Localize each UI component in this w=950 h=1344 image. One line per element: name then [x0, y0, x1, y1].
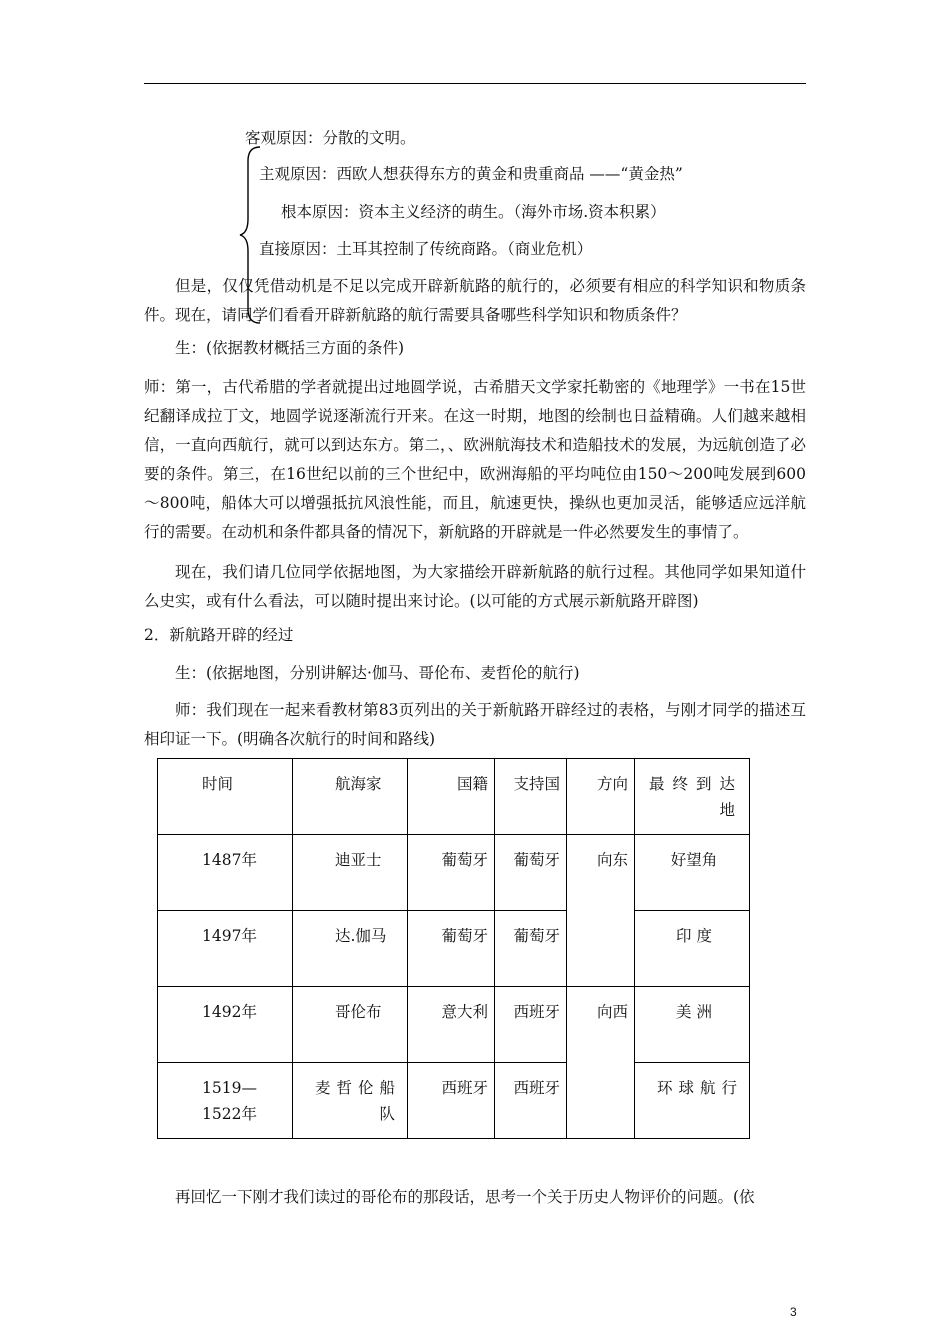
cell-direction-east: 向东: [567, 835, 635, 987]
cell-destination: 印 度: [635, 911, 750, 987]
header-time: 时间: [158, 759, 293, 835]
cell-time: 1492年: [158, 987, 293, 1063]
cell-navigator: 达.伽马: [293, 911, 408, 987]
cell-destination: 环球航行: [635, 1063, 750, 1139]
cell-direction-west: 向西: [567, 987, 635, 1139]
cell-destination: 美 洲: [635, 987, 750, 1063]
paragraph-teacher-1: 师：第一，古代希腊的学者就提出过地圆学说，古希腊天文学家托勒密的《地理学》一书在15世纪翻译成拉丁文，地圆学说逐渐流行开来。在这一时期，地图的绘制也日益精确。人们越来越相信，一直向西航行，就可以到达东方。第二，、欧洲航海技术和造船技术的发展，为远航创造了必要的条件。第三，在16世纪以前的三个世纪中，欧洲海船的平均吨位由150～200吨发展到600～800吨，船体大可以增强抵抗风浪性能，而且，航速更快，操纵也更加灵活，能够适应远洋航行的需要。在动机和条件都具备的情况下，新航路的开辟就是一件必然要发生的事情了。: [144, 378, 806, 541]
table-row: [158, 835, 750, 911]
cell-supporter: 西班牙: [495, 1063, 567, 1139]
cell-time: 1487年: [158, 835, 293, 911]
voyages-table: [157, 758, 750, 1139]
table-row: [158, 911, 750, 987]
paragraph-teacher-2: 师：我们现在一起来看教材第83页列出的关于新航路开辟经过的表格，与刚才同学的描述互相印证一下。(明确各次航行的时间和路线): [144, 701, 806, 748]
cell-time: 1497年: [158, 911, 293, 987]
table-row: [158, 1063, 750, 1139]
table-row: [158, 987, 750, 1063]
fundamental-reason: 根本原因：资本主义经济的萌生。（海外市场.资本积累）: [281, 203, 666, 221]
header-destination: 最终到达地: [635, 759, 750, 835]
cell-navigator: 迪亚士: [293, 835, 408, 911]
cell-navigator: 哥伦布: [293, 987, 408, 1063]
cell-nationality: 意大利: [408, 987, 495, 1063]
header-supporter: 支持国: [495, 759, 567, 835]
section-heading: 2．新航路开辟的经过: [144, 626, 294, 644]
paragraph-closing: 再回忆一下刚才我们读过的哥伦布的那段话，思考一个关于历史人物评价的问题。(依: [175, 1188, 755, 1206]
header-rule: [144, 83, 806, 84]
header-nationality: 国籍: [408, 759, 495, 835]
page-number: 3: [790, 1305, 797, 1319]
subjective-reason: 主观原因：西欧人想获得东方的黄金和贵重商品 ——“黄金热”: [259, 165, 683, 183]
header-navigator: 航海家: [293, 759, 408, 835]
paragraph-map-activity: 现在，我们请几位同学依据地图，为大家描绘开辟新航路的航行过程。其他同学如果知道什么史实，或有什么看法，可以随时提出来讨论。(以可能的方式展示新航路开辟图): [144, 563, 806, 610]
cell-destination: 好望角: [635, 835, 750, 911]
cell-nationality: 西班牙: [408, 1063, 495, 1139]
cell-supporter: 葡萄牙: [495, 911, 567, 987]
direct-reason: 直接原因：土耳其控制了传统商路。（商业危机）: [259, 240, 593, 258]
header-direction: 方向: [567, 759, 635, 835]
cell-supporter: 西班牙: [495, 987, 567, 1063]
table-header-row: [158, 759, 750, 835]
cell-navigator: 麦哲伦船队: [293, 1063, 408, 1139]
paragraph-student-2: 生：(依据地图，分别讲解达·伽马、哥伦布、麦哲伦的航行): [175, 664, 580, 682]
cell-time: 1519—1522年: [158, 1063, 293, 1139]
paragraph-conditions: 但是，仅仅凭借动机是不足以完成开辟新航路的航行的，必须要有相应的科学知识和物质条件。现在，请同学们看看开辟新航路的航行需要具备哪些科学知识和物质条件？: [144, 277, 806, 324]
cell-nationality: 葡萄牙: [408, 911, 495, 987]
cell-nationality: 葡萄牙: [408, 835, 495, 911]
objective-reason: 客观原因：分散的文明。: [245, 129, 416, 147]
cell-supporter: 葡萄牙: [495, 835, 567, 911]
paragraph-student-1: 生：(依据教材概括三方面的条件): [175, 339, 405, 357]
